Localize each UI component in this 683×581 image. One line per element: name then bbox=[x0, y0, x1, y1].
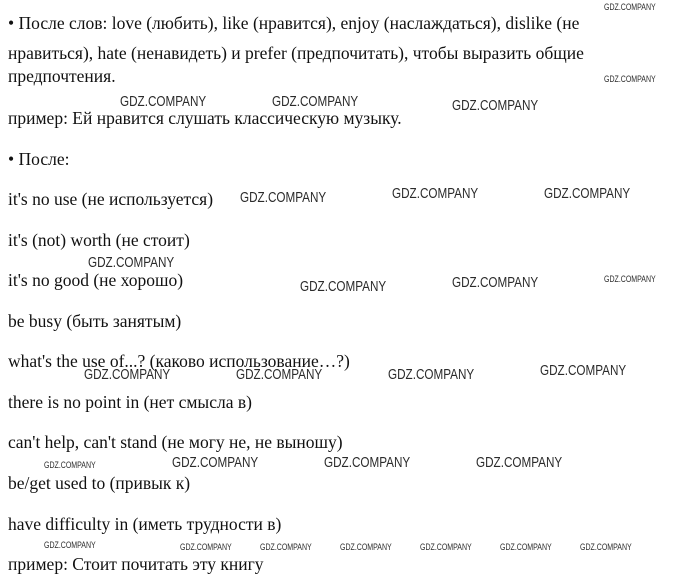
list-item: there is no point in (нет смысла в) bbox=[8, 392, 252, 412]
list-item: what's the use of...? (каково использование…?) bbox=[8, 351, 350, 371]
watermark: GDZ.COMPANY bbox=[420, 542, 472, 552]
example-line: пример: Ей нравится слушать классическую музыку. bbox=[8, 108, 402, 128]
watermark: GDZ.COMPANY bbox=[44, 460, 96, 470]
watermark: GDZ.COMPANY bbox=[540, 362, 627, 379]
watermark: GDZ.COMPANY bbox=[88, 254, 175, 271]
list-item: it's no use (не используется) bbox=[8, 189, 214, 209]
example-line: пример: Стоит почитать эту книгу bbox=[8, 554, 264, 574]
watermark: GDZ.COMPANY bbox=[604, 74, 656, 84]
watermark: GDZ.COMPANY bbox=[544, 185, 631, 202]
list-item: can't help, can't stand (не могу не, не выношу) bbox=[8, 432, 343, 452]
watermark: GDZ.COMPANY bbox=[180, 542, 232, 552]
watermark: GDZ.COMPANY bbox=[388, 366, 475, 383]
list-item: it's no good (не хорошо) bbox=[8, 270, 184, 290]
watermark: GDZ.COMPANY bbox=[604, 274, 656, 284]
text-line: • После: bbox=[8, 149, 70, 169]
text-line: нравиться), hate (ненавидеть) и prefer (предпочитать), чтобы выразить общие bbox=[8, 43, 584, 63]
watermark: GDZ.COMPANY bbox=[84, 366, 171, 383]
watermark: GDZ.COMPANY bbox=[340, 542, 392, 552]
list-item: have difficulty in (иметь трудности в) bbox=[8, 514, 282, 534]
watermark: GDZ.COMPANY bbox=[300, 278, 387, 295]
watermark: GDZ.COMPANY bbox=[452, 274, 539, 291]
watermark: GDZ.COMPANY bbox=[324, 454, 411, 471]
watermark: GDZ.COMPANY bbox=[236, 366, 323, 383]
watermark: GDZ.COMPANY bbox=[260, 542, 312, 552]
watermark: GDZ.COMPANY bbox=[580, 542, 632, 552]
list-item: be/get used to (привык к) bbox=[8, 473, 191, 493]
watermark: GDZ.COMPANY bbox=[452, 97, 539, 114]
text-line: предпочтения. bbox=[8, 66, 116, 86]
text-line: • После слов: love (любить), like (нравится), enjoy (наслаждаться), dislike (не bbox=[8, 13, 580, 33]
watermark: GDZ.COMPANY bbox=[604, 2, 656, 12]
list-item: it's (not) worth (не стоит) bbox=[8, 230, 190, 250]
watermark: GDZ.COMPANY bbox=[500, 542, 552, 552]
watermark: GDZ.COMPANY bbox=[172, 454, 259, 471]
watermark: GDZ.COMPANY bbox=[240, 189, 327, 206]
watermark: GDZ.COMPANY bbox=[392, 185, 479, 202]
list-item: be busy (быть занятым) bbox=[8, 311, 182, 331]
watermark: GDZ.COMPANY bbox=[476, 454, 563, 471]
watermark: GDZ.COMPANY bbox=[272, 93, 359, 110]
watermark: GDZ.COMPANY bbox=[44, 540, 96, 550]
watermark: GDZ.COMPANY bbox=[120, 93, 207, 110]
